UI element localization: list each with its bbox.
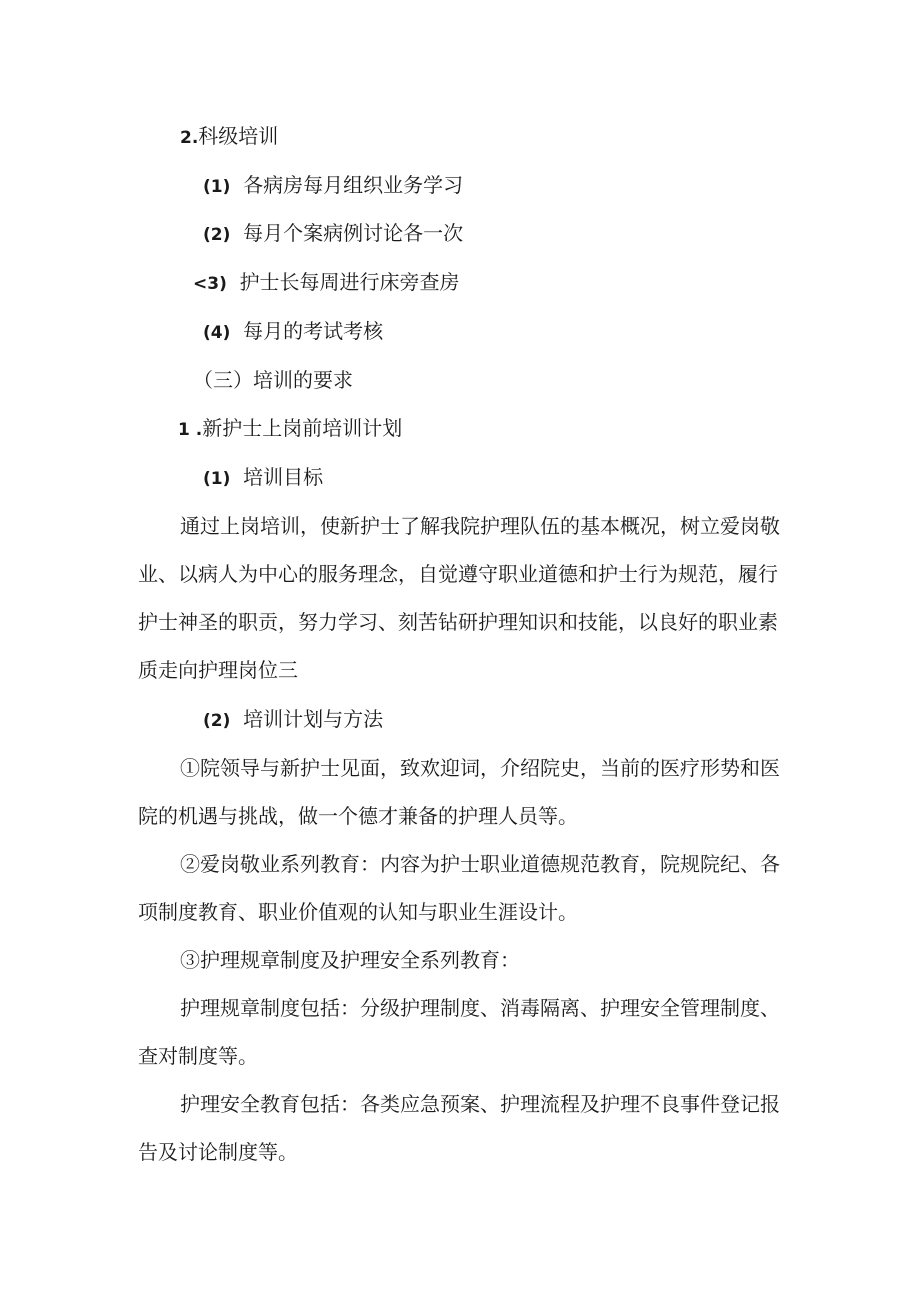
plan-heading [178, 416, 402, 442]
method-paragraph-line: 查对制度等。 [138, 1044, 258, 1068]
method-heading [203, 707, 383, 733]
list-item-text: 每月个案病例讨论各一次 [243, 221, 464, 245]
method-paragraph-line: ③护理规章制度及护理安全系列教育： [180, 948, 520, 972]
list-item [203, 221, 463, 247]
method-paragraph-line: 告及讨论制度等。 [138, 1140, 298, 1164]
list-item-number: (2) [203, 225, 231, 245]
goal-paragraph-line: 业、以病人为中心的服务理念，自觉遵守职业道德和护士行为规范，履行 [138, 562, 778, 586]
section-title: 科级培训 [198, 124, 279, 148]
goal-heading [203, 465, 323, 491]
list-item-number: <3) [193, 274, 227, 294]
list-item [203, 319, 383, 345]
method-paragraph-line: 护理规章制度包括：分级护理制度、消毒隔离、护理安全管理制度、 [180, 996, 780, 1020]
plan-number: 1 . [178, 420, 203, 440]
goal-paragraph-line: 质走向护理岗位三 [138, 658, 298, 682]
list-item-text: 护士长每周进行床旁查房 [239, 270, 460, 294]
goal-title: 培训目标 [243, 465, 324, 489]
method-paragraph-line: 院的机遇与挑战，做一个德才兼备的护理人员等。 [138, 804, 578, 828]
method-paragraph-line: ①院领导与新护士见面，致欢迎词，介绍院史，当前的医疗形势和医 [180, 756, 780, 780]
plan-title: 新护士上岗前培训计划 [202, 416, 403, 440]
section-number: 2. [180, 128, 199, 148]
section-heading-dept-training [180, 124, 278, 150]
section-heading-requirements: （三）培训的要求 [193, 368, 353, 392]
goal-paragraph-line: 通过上岗培训，使新护士了解我院护理队伍的基本概况，树立爱岗敬 [180, 514, 780, 538]
list-item [193, 270, 460, 296]
method-paragraph-line: 护理安全教育包括：各类应急预案、护理流程及护理不良事件登记报 [180, 1092, 780, 1116]
list-item-text: 每月的考试考核 [243, 319, 384, 343]
method-title: 培训计划与方法 [243, 707, 384, 731]
method-paragraph-line: ②爱岗敬业系列教育：内容为护士职业道德规范教育，院规院纪、各 [180, 852, 780, 876]
method-paragraph-line: 项制度教育、职业价值观的认知与职业生涯设计。 [138, 900, 578, 924]
goal-paragraph-line: 护士神圣的职贡，努力学习、刻苦钻研护理知识和技能，以良好的职业素 [138, 610, 778, 634]
goal-number: (1) [203, 469, 231, 489]
list-item-text: 各病房每月组织业务学习 [243, 173, 464, 197]
list-item [203, 173, 463, 199]
list-item-number: (4) [203, 323, 231, 343]
list-item-number: (1) [203, 177, 231, 197]
method-number: (2) [203, 711, 231, 731]
